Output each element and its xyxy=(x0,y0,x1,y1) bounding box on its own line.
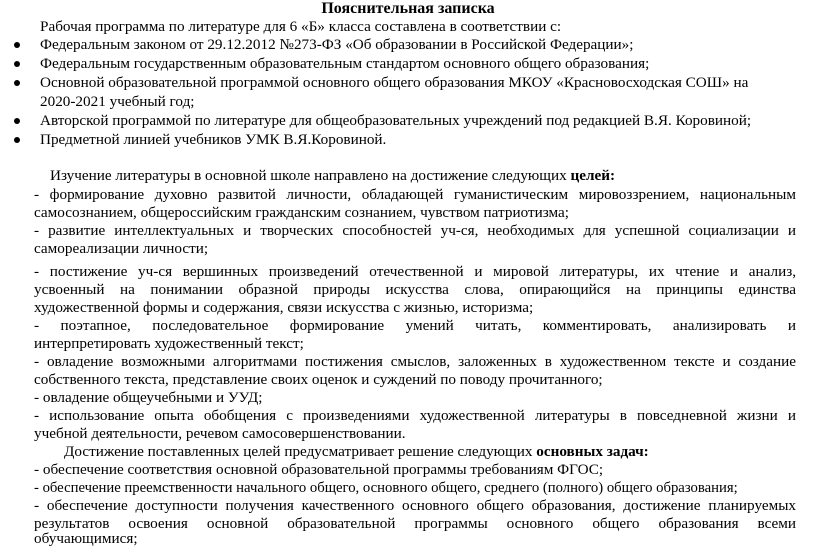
goal-line: самосознанием, общероссийским гражданским сознанием, чувством патриотизма; xyxy=(34,204,569,221)
goals-keyword: целей: xyxy=(570,167,616,184)
goal-line: - овладение общеучебными и УУД; xyxy=(34,389,263,406)
intro-text: Рабочая программа по литературе для 6 «Б» класса составлена в соответствии с: xyxy=(40,18,562,35)
bullet-item: Федеральным законом от 29.12.2012 №273-ФЗ «Об образовании в Российской Федерации»; xyxy=(40,36,634,53)
bullet-item: Федеральным государственным образовательным стандартом основного общего образования; xyxy=(40,55,650,72)
bullet-icon xyxy=(14,42,20,48)
bullet-icon xyxy=(14,61,20,67)
goal-line: учебной деятельности, речевом самосовершенствовании. xyxy=(34,425,406,442)
goal-line: усвоенный на понимании образной природы искусства слова, опирающийся на принципы единства xyxy=(34,281,796,298)
task-line: результатов освоения основной образовательной программы основного общего образования всеми xyxy=(34,515,796,532)
bullet-item: Предметной линией учебников УМК В.Я.Коровиной. xyxy=(40,131,387,148)
tasks-intro xyxy=(64,443,649,461)
bullet-item-continuation: 2020-2021 учебный год; xyxy=(40,93,195,110)
bullet-icon xyxy=(14,80,20,86)
goal-line: интерпретировать художественный текст; xyxy=(34,335,304,352)
goal-line: - использование опыта обобщения с произведениями художественной литературы в повседневной жизни и xyxy=(34,407,796,424)
tasks-intro-text: Достижение поставленных целей предусматривает решение следующих xyxy=(64,443,533,460)
task-line: обучающимися; xyxy=(34,530,138,547)
goals-intro-text: Изучение литературы в основной школе направлено на достижение следующих xyxy=(50,167,567,184)
goals-intro xyxy=(50,167,615,185)
bullet-icon xyxy=(14,118,20,124)
task-line: - обеспечение доступности получения качественного основного общего образования, достижение планируемых xyxy=(34,497,796,514)
goal-line: - формирование духовно развитой личности, обладающей гуманистическим мировоззрением, национальным xyxy=(34,186,796,203)
goal-line: художественной формы и содержания, связи искусства с жизнью, историзма; xyxy=(34,299,534,316)
bullet-icon xyxy=(14,137,20,143)
goal-line: - овладение возможными алгоритмами постижения смыслов, заложенных в художественном тексте и создание xyxy=(34,353,796,370)
goal-line: - постижение уч-ся вершинных произведений отечественной и мировой литературы, их чтение и анализ, xyxy=(34,263,796,280)
task-line: - обеспечение соответствия основной образовательной программы требованиям ФГОС; xyxy=(34,461,604,478)
bullet-item: Авторской программой по литературе для общеобразовательных учреждений под редакцией В.Я. Коровиной; xyxy=(40,112,752,129)
task-line: - обеспечение преемственности начального общего, основного общего, среднего (полного) общего образования; xyxy=(34,480,738,496)
goal-line: - поэтапное, последовательное формирование умений читать, комментировать, анализировать и xyxy=(34,317,796,334)
goal-line: собственного текста, представление своих оценок и суждений по поводу прочитанного; xyxy=(34,371,603,388)
goal-line: - развитие интеллектуальных и творческих способностей уч-ся, необходимых для успешной социализации и xyxy=(34,222,796,239)
bullet-item: Основной образовательной программой основного общего образования МКОУ «Красновосходская СОШ» на xyxy=(40,74,749,91)
tasks-keyword: основных задач: xyxy=(536,443,649,460)
goal-line: самореализации личности; xyxy=(34,240,209,257)
page-title: Пояснительная записка xyxy=(321,0,495,17)
